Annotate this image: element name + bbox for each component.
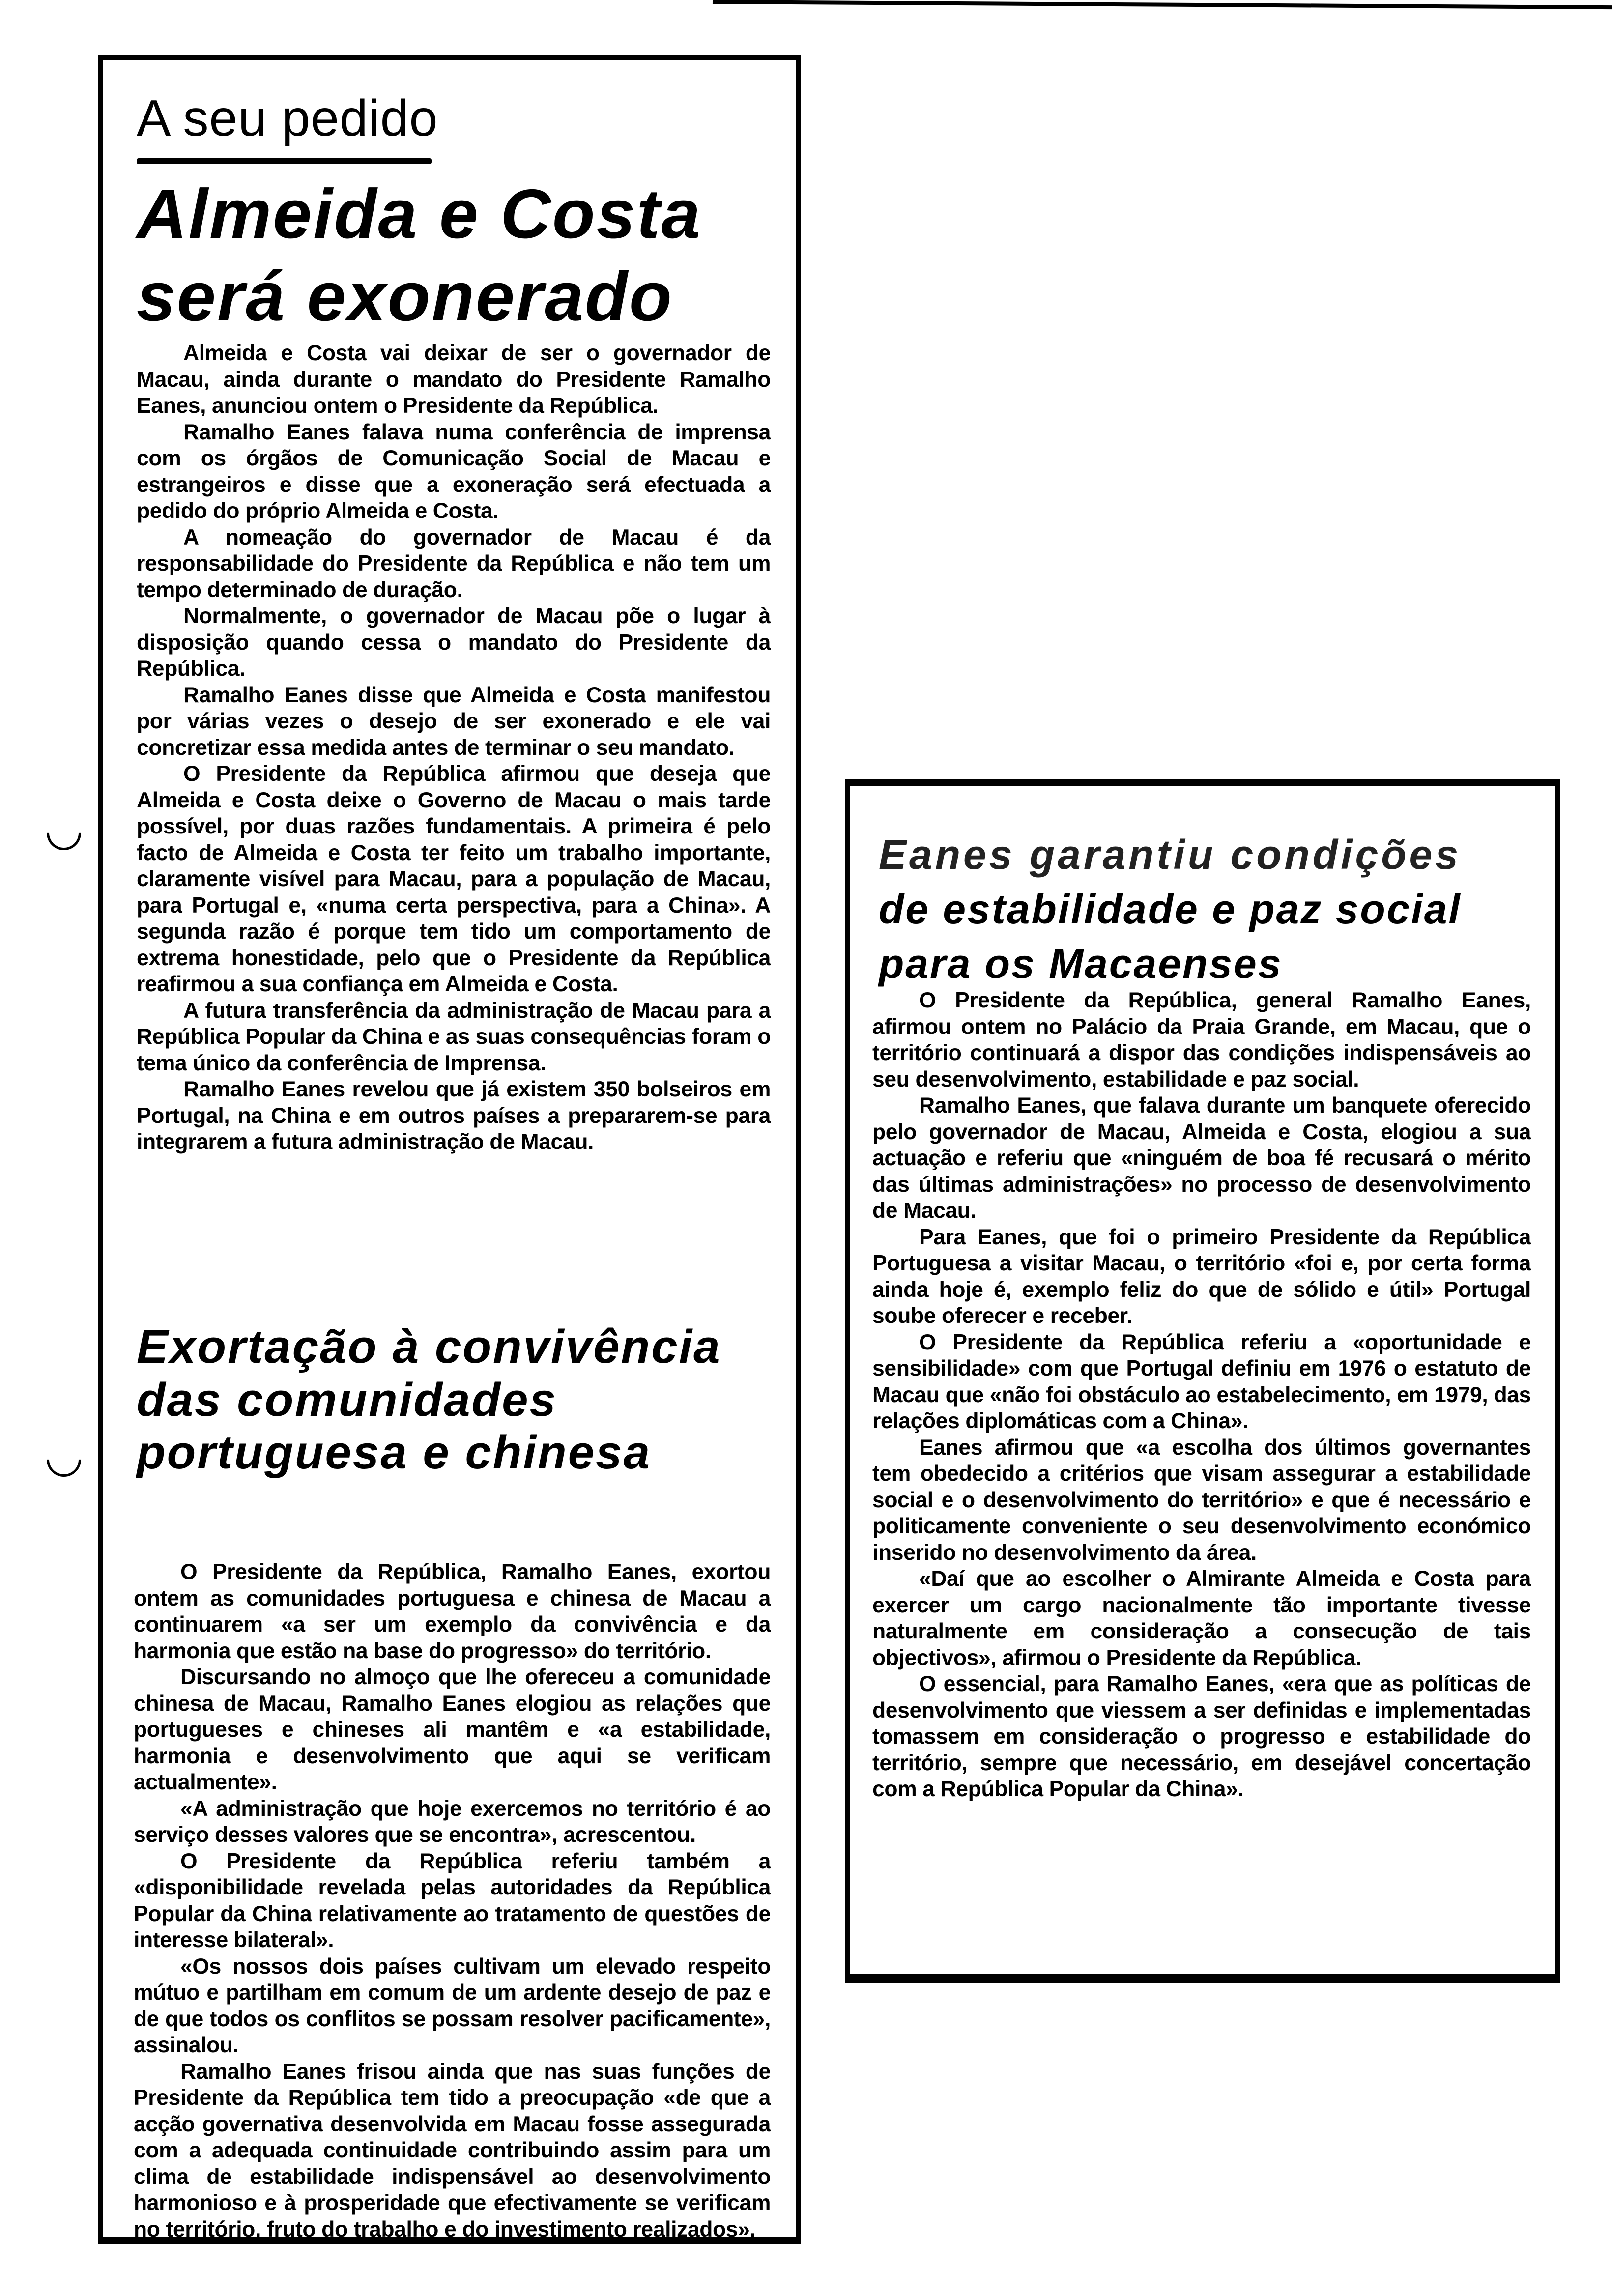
paragraph: Eanes afirmou que «a escolha dos últimos governantes tem obedecido a critérios que visam assegurar a estabilidade social e o desenvolvimento do território» e que é necessário e politicamente conveniente o seu desenvolvimento económico inserido no desenvolvimento da área. [872,1435,1531,1565]
clipping-right [845,779,1560,1983]
headline-line: Eanes garantiu condições [879,832,1461,878]
headline-line: Exortação à convivência [137,1320,721,1373]
paragraph: «Daí que ao escolher o Almirante Almeida e Costa para exercer um cargo nacionalmente tão importante tivesse naturalmente em consideração a consecução de tais objectivos», afirmou o Presidente da República. [872,1567,1531,1670]
article-body-exortacao [134,1559,771,2242]
paragraph: «Os nossos dois países cultivam um elevado respeito mútuo e partilham em comum de um ardente desejo de paz e de que todos os conflitos se possam resolver pacificamente», assinalou. [134,1954,771,2057]
binder-hole-mark [40,809,88,858]
paragraph: Para Eanes, que foi o primeiro Presidente da República Portuguesa a visitar Macau, o território «foi e, por certa forma ainda hoje é, exemplo feliz do que de sólido e útil» Portugal soube oferecer e receber. [872,1225,1531,1328]
paragraph: O Presidente da República, general Ramalho Eanes, afirmou ontem no Palácio da Praia Grande, em Macau, que o território continuará a dispor das condições indispensáveis ao seu desenvolvimento, estabilidade e paz social. [872,988,1531,1091]
headline-line: de estabilidade e paz social [879,886,1462,932]
headline-estabilidade [879,828,1462,991]
paragraph: Ramalho Eanes revelou que já existem 350 bolseiros em Portugal, na China e em outros países a prepararem-se para integrarem a futura administração de Macau. [137,1077,771,1154]
paragraph: Almeida e Costa vai deixar de ser o governador de Macau, ainda durante o mandato do Presidente Ramalho Eanes, anunciou ontem o Presidente da República. [137,341,771,418]
paragraph: Ramalho Eanes, que falava durante um banquete oferecido pelo governador de Macau, Almeida e Costa, elogiou a sua actuação e referiu que «ninguém de boa fé recusará o mérito das últimas administrações» no processo de desenvolvimento de Macau. [872,1093,1531,1223]
headline-line: para os Macaenses [879,940,1283,987]
headline-line: portuguesa e chinesa [137,1426,651,1479]
paragraph: Ramalho Eanes disse que Almeida e Costa manifestou por várias vezes o desejo de ser exonerado e ele vai concretizar essa medida antes de terminar o seu mandato. [137,683,771,760]
article-body-estabilidade [872,987,1531,1803]
headline-exonerado [137,173,702,338]
scan-edge-line [713,0,1612,19]
paragraph: Discursando no almoço que lhe ofereceu a comunidade chinesa de Macau, Ramalho Eanes elogiou as relações que portugueses e chineses ali mantêm e «a estabilidade, harmonia e desenvolvimento que aqui se verificam actualmente». [134,1665,771,1794]
kicker: A seu pedido [137,90,438,147]
paragraph: A nomeação do governador de Macau é da responsabilidade do Presidente da República e não tem um tempo determinado de duração. [137,525,771,602]
paragraph: Normalmente, o governador de Macau põe o lugar à disposição quando cessa o mandato do Presidente da República. [137,604,771,681]
kicker-underline [137,158,432,164]
paragraph: Ramalho Eanes frisou ainda que nas suas funções de Presidente da República tem tido a preocupação «de que a acção governativa desenvolvida em Macau fosse assegurada com a adequada continuidade contribuindo assim para um clima de estabilidade indispensável ao desenvolvimento harmonioso e à prosperidade que efectivamente se verificam no território, fruto do trabalho e do investimento realizados». [134,2059,771,2241]
headline-line: será exonerado [137,257,673,336]
article-body-exonerado [137,340,771,1155]
paragraph: «A administração que hoje exercemos no território é ao serviço desses valores que se encontra», acrescentou. [134,1796,771,1847]
clipping-left [98,55,801,2244]
binder-hole-mark [40,1435,88,1484]
paragraph: O Presidente da República afirmou que deseja que Almeida e Costa deixe o Governo de Macau o mais tarde possível, por duas razões fundamentais. A primeira é pelo facto de Almeida e Costa ter feito um trabalho importante, claramente visível para Macau, para a população de Macau, para Portugal e, «numa certa perspectiva, para a China». A segunda razão é porque tem tido um comportamento de extrema honestidade, pelo que o Presidente da República reafirmou a sua confiança em Almeida e Costa. [137,762,771,996]
paragraph: O essencial, para Ramalho Eanes, «era que as políticas de desenvolvimento que viessem a ser definidas e implementadas tomassem em consideração o progresso e estabilidade do território, sempre que necessário, em desejável concertação com a República Popular da China». [872,1672,1531,1801]
paragraph: O Presidente da República referiu a «oportunidade e sensibilidade» com que Portugal definiu em 1976 o estatuto de Macau que «não foi obstáculo ao estabelecimento, em 1979, das relações diplomáticas com a China». [872,1330,1531,1433]
headline-line: Almeida e Costa [137,175,702,253]
paragraph: A futura transferência da administração de Macau para a República Popular da China e as suas consequências foram o tema único da conferência de Imprensa. [137,998,771,1075]
paragraph: Ramalho Eanes falava numa conferência de imprensa com os órgãos de Comunicação Social de Macau e estrangeiros e disse que a exoneração será efectuada a pedido do próprio Almeida e Costa. [137,420,771,523]
paragraph: O Presidente da República, Ramalho Eanes, exortou ontem as comunidades portuguesa e chinesa de Macau a continuarem «a ser um exemplo da convivência e da harmonia que estão na base do progresso» do território. [134,1560,771,1663]
paragraph: O Presidente da República referiu também a «disponibilidade revelada pelas autoridades da República Popular da China relativamente ao tratamento de questões de interesse bilateral». [134,1849,771,1952]
headline-line: das comunidades [137,1373,557,1426]
headline-exortacao [137,1320,721,1479]
